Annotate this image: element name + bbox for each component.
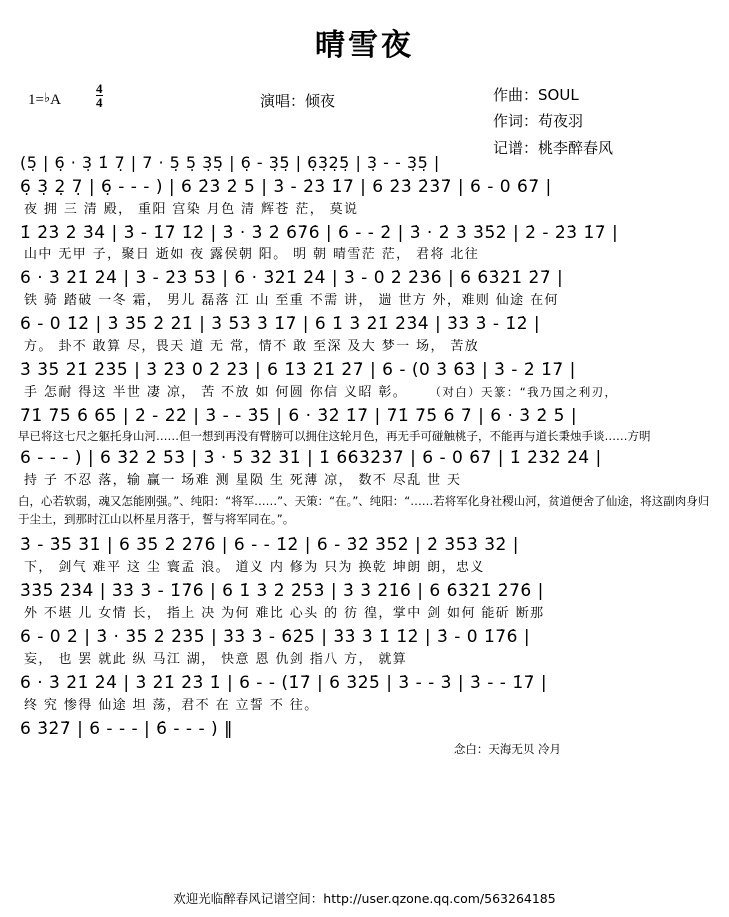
time-signature <box>96 82 103 110</box>
notation-row: 3̇3̇5̇ 2̇3̇4̇ | 3̇3̇ 3̇ - 1̇7̇6̇ | 6 1̇ 3̇ 2̇ 2̇5̇3̇ | 3̇ 3̇ 2̇1̇6̇ | 6 6̇3̇2̇1̇ 2̇7̇6̇ | <box>20 580 544 601</box>
notation-row: 6 · 3̇ 2̇1̇ 2̇4̇ | 3̇ 2̇1̇ 2̇3̇ 1̇ | 6 - - (1̇7̇ | 6 3̇2̇5̇ | 3̇ - - 3̇ | 3̇ - - 1̇7̇ | <box>20 672 548 693</box>
sheet-music-page <box>0 20 729 917</box>
staff-line-5 <box>18 313 711 354</box>
staff-line-12 <box>18 672 711 713</box>
notation-row: 6 - 0 2̇ | 3̇ · 3̇5̇ 2̇ 2̇3̇5̇ | 3̇3̇ 3̇ - 6̇2̇5̇ | 3̇3̇ 3̇ 1̇ 1̇2̇ | 3̇ - 0 1̇7̇6̇ | <box>20 626 531 647</box>
staff-line-10 <box>18 580 711 621</box>
key-letter: A <box>50 92 61 108</box>
notation-row: 6 - 0 1̇2̇ | 3̇ 3̇5̇ 2̇ 2̇1̇ | 3̇ 5̇3̇ 3̇ 1̇7̇ | 6 1̇ 3̇ 2̇1̇ 2̇3̇4̇ | 3̇3̇ 3̇ - 1̇2̇ | <box>20 314 541 335</box>
lyric-row: 铁 骑 踏破 一冬 霜， 男儿 磊落 江 山 至重 不需 讲， 遄 世方 外，难则 仙途 在何 <box>24 293 559 309</box>
lyric-row: 终 究 惨得 仙途 坦 荡，君不 在 立誓 不 往。 <box>24 697 319 713</box>
notation-row: 6 3̇2̇7̇ | 6 - - - | 6̇ - - - ) ‖ <box>20 718 234 739</box>
lyric-row: 夜 拥 三 清 殿， 重阳 宫染 月色 清 辉苍 茫， 莫说 <box>24 201 359 217</box>
key-prefix: 1= <box>28 92 44 108</box>
time-signature-top: 4 <box>96 81 103 96</box>
lyric-row: 妄， 也 罢 就此 纵 马江 湖， 快意 恩 仇剑 指八 方， 就算 <box>24 651 408 667</box>
staff-line-4 <box>18 267 711 308</box>
staff-line-7 <box>18 405 711 445</box>
notation-row: 7̇1̇ 7̇5̇ 6̇ 6̇5̇ | 2̇ - 2̇2̇ | 3̇ - - 3̇5̇ | 6 · 3̇2̇ 1̇7̇ | 7̇1̇ 7̇5̇ 6̇ 7̇ | 6 · 3̇ 2̇ 5̇ | <box>20 406 578 427</box>
credit-composer: 作曲：SOUL <box>493 86 579 104</box>
staff-line-13 <box>18 718 711 757</box>
spoken-dialogue-inline: （对白）天篆：“我乃国之利刃， <box>435 385 618 400</box>
lyric-row: 持 子 不忍 落，输 赢一 场难 测 星陨 生 死薄 凉， 数不 尽乱 世 天 <box>24 473 462 489</box>
lyric-row: 山中 无甲 子，聚日 逝如 夜 露侯朝 阳。 明 朝 晴雪茫 茫， 君将 北往 <box>24 247 480 263</box>
staff-line-1 <box>18 152 711 174</box>
notation-row: 6 - - - ) | 6 3̇2̇ 2̇ 5̇3̇ | 3̇ · 5̇ 3̇2̇ 3̇1̇ | 1̇ 6̇6̇3̇2̇3̇7̇ | 6 - 0 6̇7̇ | 1̇ 2̇3̇2̇ 2̇4̇ | <box>20 448 602 469</box>
header-info <box>0 68 729 157</box>
lyric-row: 方。 卦不 敢算 尽，畏天 道 无 常，情不 敢 至深 及大 梦一 场， 苦放 <box>24 339 480 355</box>
lyric-row <box>18 381 711 400</box>
notation-row: 6 · 3̇ 2̇1̇ 2̇4̇ | 3̇ - 2̇3̇ 5̇3̇ | 6 · 3̇2̇1̇ 2̇4̇ | 3̇ - 0 2̇ 2̇3̇6̇ | 6 6̇3̇2̇1̇ 2̇7̇ | <box>20 268 564 289</box>
notation-row: 3̇ - 3̇5̇ 3̇1̇ | 6 3̇5̇ 2̇ 2̇7̇6̇ | 6 - - 1̇2̇ | 6 - 3̇2̇ 3̇5̇2̇ | 2̇ 3̇5̇3̇ 3̇2̇ | <box>20 534 519 555</box>
credit-transcriber: 记谱：桃李醉春风 <box>493 138 614 157</box>
spoken-dialogue-row: 早已将这七尺之躯托身山河……但一想到再没有臂膀可以拥住这轮月色，再无手可碰触桃子，不能再与道长秉烛手谈……方明 <box>18 429 651 444</box>
music-system <box>18 152 711 757</box>
staff-line-11 <box>18 626 711 667</box>
flat-symbol: ♭ <box>43 90 51 105</box>
notation-row: 1̇ 2̇3̇ 2̇ 3̇4̇ | 3̇ - 1̇7̇ 1̇2̇ | 3̇ · 3̇ 2̇ 6̇7̇6̇ | 6 - - 2̇ | 3̇ · 2̇ 3̇ 3̇5̇2̇ | 2̇ - 2̇3̇ 1̇7̇ | <box>20 222 619 243</box>
notation-row: (5̣ | 6̣ · 3̣ 1̇ 7̣ | 7 · 5̣ 5̣ 3̣5̣ | 6̣ - 3̣5̣ | 6̣3̣2̣5̣ | 3̣ - - 3̣5̣ | <box>20 153 440 172</box>
staff-line-8 <box>18 447 711 527</box>
lyric-row: 下， 剑气 难平 这 尘 寰孟 浪。 道义 内 修为 只为 换乾 坤朗 朗，忠义 <box>24 559 485 575</box>
singer-label: 演唱：倾夜 <box>260 92 336 110</box>
staff-line-6 <box>18 359 711 400</box>
credits-block <box>493 82 703 161</box>
credit-lyricist: 作词：苟夜羽 <box>493 112 584 131</box>
spoken-dialogue-row: 白，心若软弱，魂又怎能刚强。”、纯阳：“将军……”、天策：“在。”、纯阳：“……若将军化身社稷山河，贫道便舍了仙途，将这副肉身归于尘土，到那时江山以杯星月落于，誓与将军同在。”。 <box>18 494 710 526</box>
spoken-ending-row: 念白：天海无贝 冷月 <box>453 741 561 756</box>
footer-credit: 欢迎光临醉春风记谱空间：http://user.qzone.qq.com/563264185 <box>173 891 556 906</box>
page-title: 晴雪夜 <box>315 28 414 63</box>
time-signature-bottom: 4 <box>96 95 103 111</box>
key-signature <box>28 90 61 109</box>
lyric-text: 手 怎耐 得这 半世 凄 凉， 苦 不放 如 何圆 你信 义昭 彰。 <box>24 385 408 401</box>
notation-row: 3̇ 3̇5̇ 2̇1̇ 2̇3̇5̇ | 3̇ 2̇3̇ 0 2̇ 2̇3̇ | 6 1̇3̇ 2̇1̇ 2̇7̇ | 6 - (0 3̇ 6̇3̇ | 3̇ - 2̇ 1̇7̇ | <box>20 360 576 381</box>
staff-line-9 <box>18 534 711 575</box>
staff-line-2 <box>18 176 711 217</box>
staff-line-3 <box>18 222 711 263</box>
lyric-row: 外 不堪 儿 女情 长， 指上 决 为何 难比 心头 的 彷 徨，掌中 剑 如何 能斫 断那 <box>24 605 545 621</box>
notation-row: 6̣ 3̣ 2̣ 7̣ | 6̣ - - - ) | 6 2̇3̇ 2̇ 5̇ | 3̇ - 2̇3̇ 1̇7̇ | 6 2̇3̇ 2̇3̇7̇ | 6 - 0 6̇7̇ | <box>20 176 552 197</box>
